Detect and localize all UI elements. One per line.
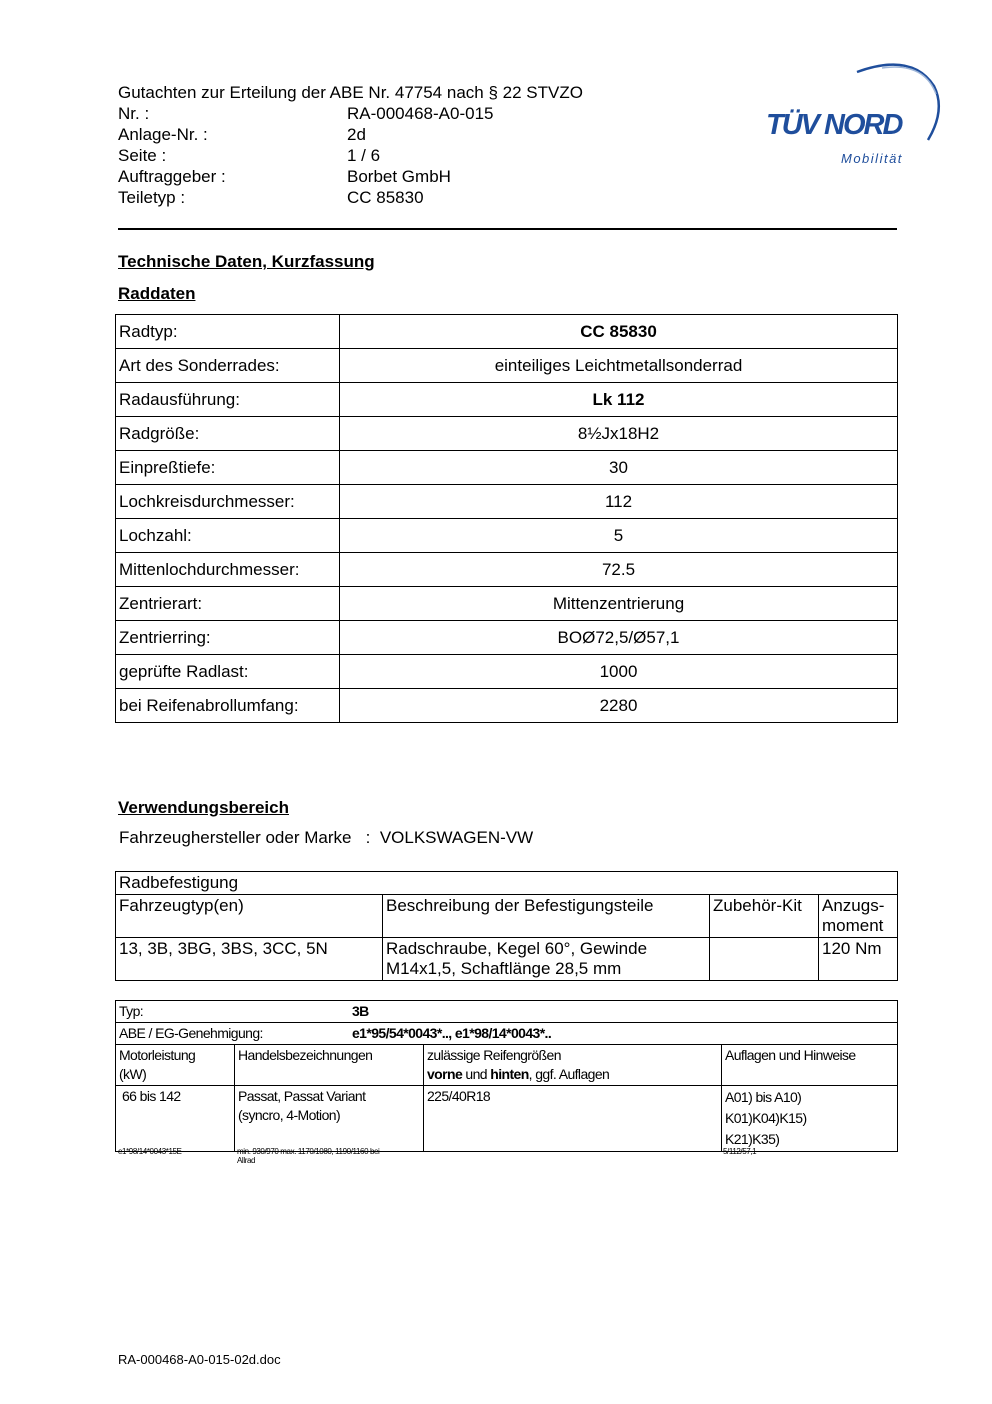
- raddaten-value: 5: [340, 519, 898, 553]
- header-label: Auftraggeber :: [118, 167, 226, 186]
- section-heading-raddaten: Raddaten: [118, 284, 196, 303]
- column-header: Handelsbezeichnungen: [235, 1045, 424, 1086]
- raddaten-label: Zentrierart:: [116, 587, 340, 621]
- column-header: zulässige Reifengrößen: [427, 1047, 561, 1063]
- header-value: RA-000468-A0-015: [347, 104, 494, 123]
- header-divider: [118, 228, 897, 230]
- raddaten-label: Radtyp:: [116, 315, 340, 349]
- table-cell: Passat, Passat Variant (syncro, 4-Motion): [235, 1086, 424, 1152]
- table-cell: [710, 938, 819, 981]
- column-header: Fahrzeugtyp(en): [116, 895, 383, 938]
- logo-subtitle: Mobilität: [841, 151, 903, 166]
- reifen-und: und: [462, 1066, 491, 1082]
- header-value: 2d: [347, 125, 366, 144]
- table-row: [116, 1001, 898, 1023]
- raddaten-value: einteiliges Leichtmetallsonderrad: [340, 349, 898, 383]
- radbefestigung-title: Radbefestigung: [116, 872, 898, 895]
- column-header: Anzugs- moment: [819, 895, 898, 938]
- header-value: CC 85830: [347, 188, 424, 207]
- column-header: Beschreibung der Befestigungsteile: [383, 895, 710, 938]
- radbefestigung-table: [115, 871, 898, 981]
- raddaten-label: Radgröße:: [116, 417, 340, 451]
- section-heading-technische-daten: Technische Daten, Kurzfassung: [118, 252, 375, 271]
- table-header-row: [116, 895, 898, 938]
- typ-value: 3B: [352, 1003, 369, 1019]
- header-label: Nr. :: [118, 104, 150, 123]
- table-row: [116, 655, 898, 689]
- table-row: [116, 383, 898, 417]
- header-row-teiletyp: [118, 187, 583, 208]
- table-row: [116, 587, 898, 621]
- table-row: [116, 1086, 898, 1152]
- raddaten-value: 8½Jx18H2: [340, 417, 898, 451]
- table-cell: A01) bis A10) K01)K04)K15) K21)K35): [722, 1086, 898, 1152]
- manufacturer-value: VOLKSWAGEN-VW: [379, 828, 534, 847]
- table-row: [116, 451, 898, 485]
- header-row-auftraggeber: [118, 166, 583, 187]
- typ-label: Typ:: [119, 1003, 144, 1019]
- table-row: [116, 621, 898, 655]
- header-label: Seite :: [118, 146, 167, 165]
- raddaten-value: 72.5: [340, 553, 898, 587]
- table-row: [116, 315, 898, 349]
- table-row: [116, 485, 898, 519]
- raddaten-value: 30: [340, 451, 898, 485]
- table-row: [116, 938, 898, 981]
- abe-cell: [116, 1023, 898, 1045]
- abe-value: e1*95/54*0043*.., e1*98/14*0043*..: [352, 1025, 552, 1041]
- table-row: [116, 349, 898, 383]
- table-row: [116, 519, 898, 553]
- header-row-seite: [118, 145, 583, 166]
- manufacturer-separator: :: [365, 828, 371, 847]
- column-header: Auflagen und Hinweise: [722, 1045, 898, 1086]
- table-row: [116, 417, 898, 451]
- header-value: Borbet GmbH: [347, 167, 451, 186]
- raddaten-value: Mittenzentrierung: [340, 587, 898, 621]
- raddaten-value: CC 85830: [340, 315, 898, 349]
- table-cell: 66 bis 142: [116, 1086, 235, 1152]
- table-cell: 13, 3B, 3BG, 3BS, 3CC, 5N: [116, 938, 383, 981]
- raddaten-label: Mittenlochdurchmesser:: [116, 553, 340, 587]
- typ-table: [115, 1000, 898, 1152]
- raddaten-label: Radausführung:: [116, 383, 340, 417]
- reifen-hinten: hinten: [490, 1066, 529, 1082]
- table-row: [116, 872, 898, 895]
- raddaten-label: geprüfte Radlast:: [116, 655, 340, 689]
- table-row: [116, 553, 898, 587]
- header-value: 1 / 6: [347, 146, 381, 165]
- raddaten-label: bei Reifenabrollumfang:: [116, 689, 340, 723]
- note-handel: min. 930/970 max. 1170/1080, 1190/1160 bei Allrad: [237, 1147, 380, 1165]
- reifen-vorne: vorne: [427, 1066, 463, 1082]
- raddaten-label: Art des Sonderrades:: [116, 349, 340, 383]
- logo-wordmark: TÜV NORD: [766, 109, 902, 141]
- header-label: Anlage-Nr. :: [118, 125, 208, 144]
- raddaten-label: Lochkreisdurchmesser:: [116, 485, 340, 519]
- abe-label: ABE / EG-Genehmigung:: [119, 1025, 263, 1041]
- raddaten-value: BOØ72,5/Ø57,1: [340, 621, 898, 655]
- typ-cell: [116, 1001, 898, 1023]
- raddaten-label: Zentrierring:: [116, 621, 340, 655]
- table-cell: 225/40R18: [424, 1086, 722, 1152]
- footer-filename: RA-000468-A0-015-02d.doc: [118, 1352, 281, 1367]
- header-row-nr: [118, 103, 583, 124]
- table-cell: 120 Nm: [819, 938, 898, 981]
- column-header: Motorleistung (kW): [116, 1045, 235, 1086]
- reifen-auflagen: , ggf. Auflagen: [528, 1066, 610, 1082]
- raddaten-value: 2280: [340, 689, 898, 723]
- raddaten-label: Lochzahl:: [116, 519, 340, 553]
- raddaten-value: Lk 112: [340, 383, 898, 417]
- raddaten-table: [115, 314, 898, 723]
- manufacturer-label: Fahrzeughersteller oder Marke: [119, 828, 352, 847]
- table-row: [116, 1023, 898, 1045]
- note-auflagen: 5/112/57,1: [723, 1147, 757, 1156]
- raddaten-value: 112: [340, 485, 898, 519]
- table-cell: Radschraube, Kegel 60°, Gewinde M14x1,5, Schaftlänge 28,5 mm: [383, 938, 710, 981]
- header-row-anlage: [118, 124, 583, 145]
- section-heading-verwendungsbereich: Verwendungsbereich: [118, 798, 289, 817]
- raddaten-label: Einpreßtiefe:: [116, 451, 340, 485]
- table-row: [116, 689, 898, 723]
- table-header-row: [116, 1045, 898, 1086]
- header-label: Teiletyp :: [118, 188, 186, 207]
- column-header: Zubehör-Kit: [710, 895, 819, 938]
- tuev-nord-logo: [762, 58, 942, 170]
- column-header-reifen: [424, 1045, 722, 1086]
- note-motor: e1*98/14*0043*15E: [118, 1147, 182, 1156]
- manufacturer-line: [119, 828, 533, 848]
- report-title: Gutachten zur Erteilung der ABE Nr. 47754 nach § 22 STVZO: [118, 83, 583, 102]
- document-header: [118, 82, 583, 208]
- raddaten-value: 1000: [340, 655, 898, 689]
